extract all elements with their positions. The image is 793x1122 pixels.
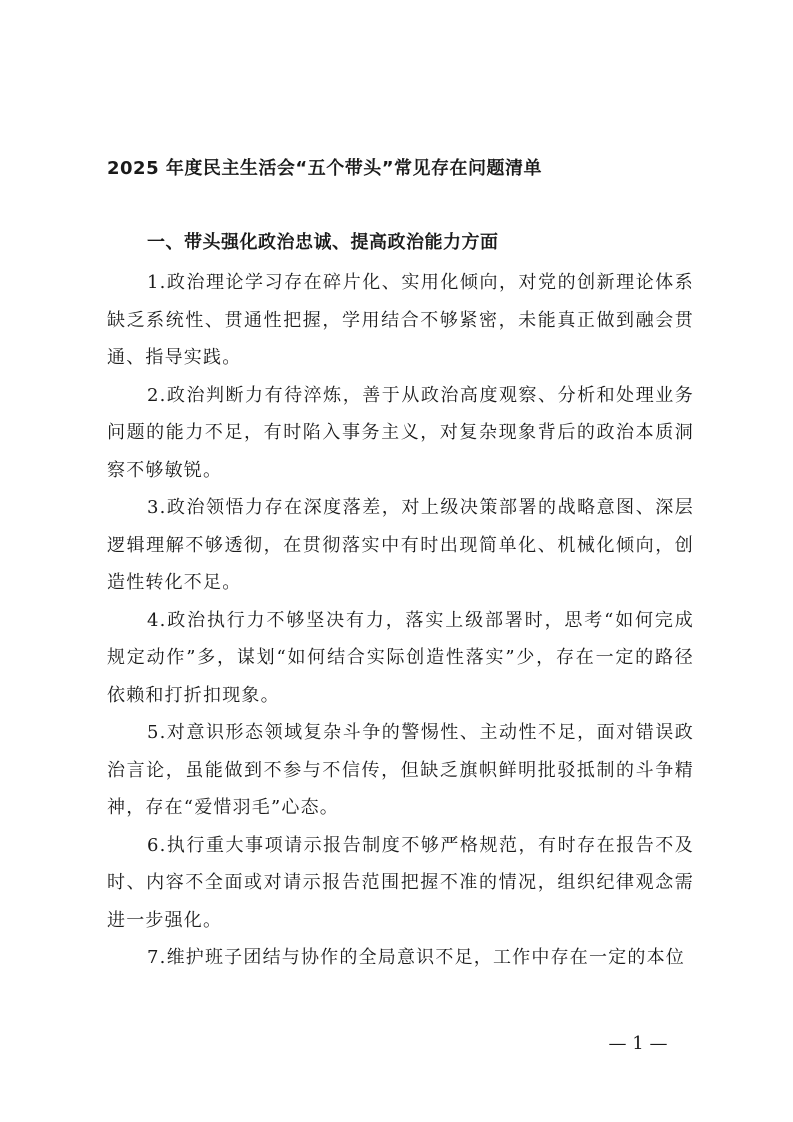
section-heading: 一、带头强化政治忠诚、提高政治能力方面 — [147, 232, 499, 253]
paragraph-2: 2.政治判断力有待淬炼，善于从政治高度观察、分析和处理业务问题的能力不足，有时陷入事务主义，对复杂现象背后的政治本质洞察不够敏锐。 — [107, 384, 694, 481]
paragraph-5: 5.对意识形态领域复杂斗争的警惕性、主动性不足，面对错误政治言论，虽能做到不参与不信传，但缺乏旗帜鲜明批驳抵制的斗争精神，存在“爱惜羽毛”心态。 — [107, 722, 694, 818]
paragraph-7: 7.维护班子团结与协作的全局意识不足，工作中存在一定的本位 — [147, 947, 685, 968]
paragraph-3: 3.政治领悟力存在深度落差，对上级决策部署的战略意图、深层逻辑理解不够透彻，在贯彻落实中有时出现简单化、机械化倾向，创造性转化不足。 — [107, 497, 694, 593]
document-title: 2025 年度民主生活会“五个带头”常见存在问题清单 — [107, 158, 543, 179]
paragraph-6: 6.执行重大事项请示报告制度不够严格规范，有时存在报告不及时、内容不全面或对请示报告范围把握不准的情况，组织纪律观念需进一步强化。 — [107, 834, 694, 931]
paragraph-4: 4.政治执行力不够坚决有力，落实上级部署时，思考“如何完成规定动作”多，谋划“如何结合实际创造性落实”少，存在一定的路径依赖和打折扣现象。 — [107, 609, 694, 706]
page-number: — 1 — — [608, 1033, 668, 1054]
paragraph-1: 1.政治理论学习存在碎片化、实用化倾向，对党的创新理论体系缺乏系统性、贯通性把握，学用结合不够紧密，未能真正做到融会贯通、指导实践。 — [107, 272, 694, 368]
document-body — [107, 264, 694, 977]
